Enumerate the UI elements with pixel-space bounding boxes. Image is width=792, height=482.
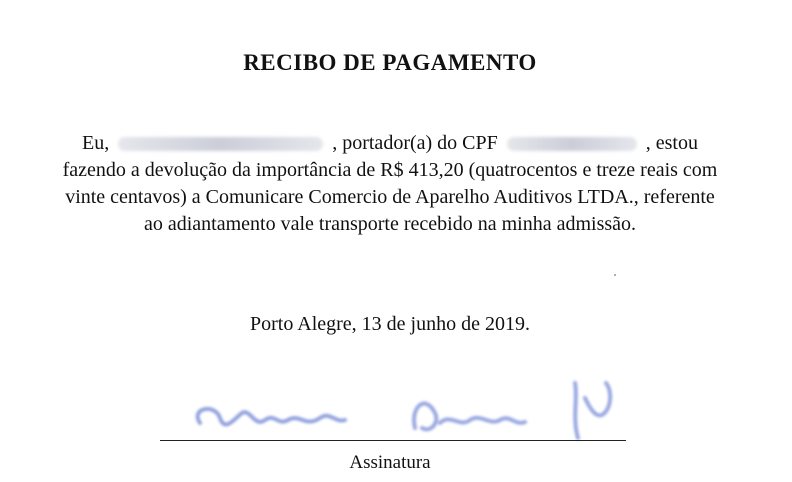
document-title: RECIBO DE PAGAMENTO (243, 50, 537, 75)
signature-line (160, 440, 626, 441)
redacted-cpf (507, 137, 637, 151)
receipt-paragraph (60, 130, 720, 238)
paragraph-prefix: Eu, (82, 132, 110, 154)
scan-speck (614, 274, 616, 276)
redacted-name (118, 137, 323, 151)
blurred-signature (160, 378, 630, 448)
place-and-date: Porto Alegre, 13 de junho de 2019. (250, 313, 530, 335)
paragraph-middle: , portador(a) do CPF (332, 132, 498, 154)
signature-label: Assinatura (349, 452, 431, 473)
paragraph-suffix: , estou fazendo a devolução da importância de R$ 413,20 (quatrocentos e treze reais com vinte centavos) a Comunicare Comercio de Aparelho Auditivos LTDA., referente ao adiantamento vale transporte recebido na minha admissão. (62, 132, 718, 235)
signature-block (160, 378, 630, 448)
